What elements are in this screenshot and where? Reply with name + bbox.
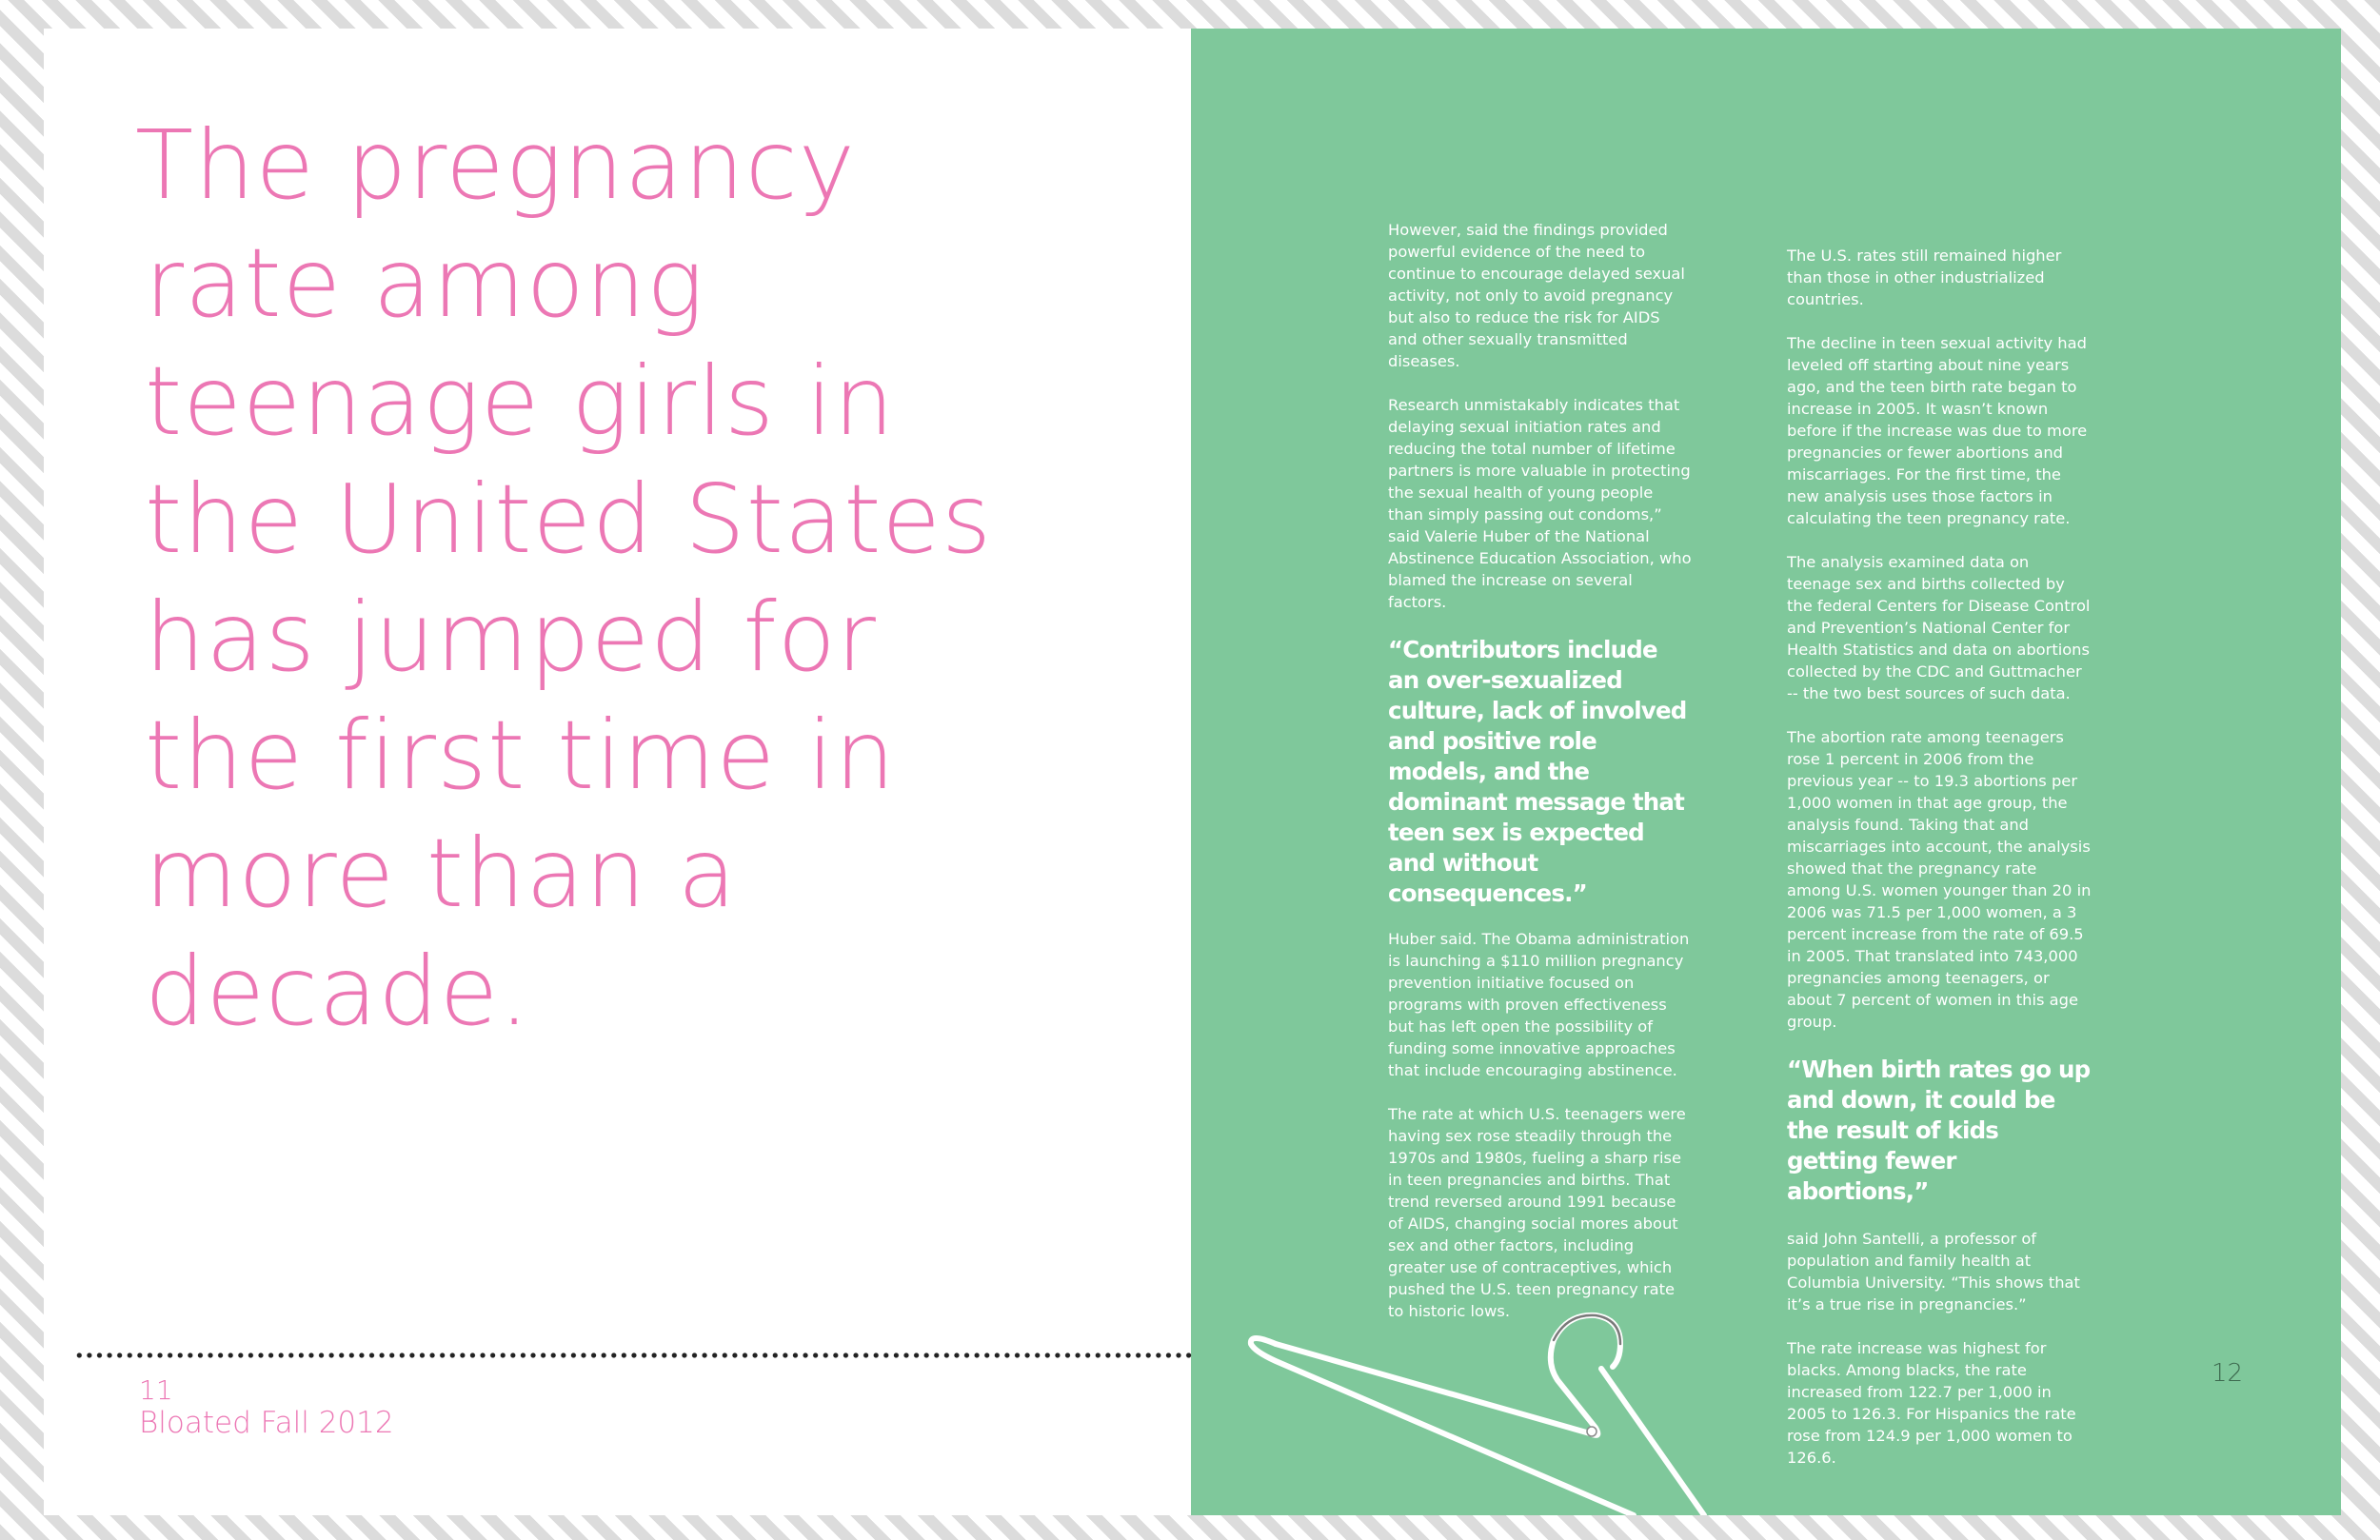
headline-line: rate among <box>145 227 705 339</box>
paragraph: The analysis examined data on teenage sex and births collected by the federal Centers for Disease Control and Prevention’s National Center for Health Statistics and data on abortions collected by the CDC and Guttmacher -- the two best sources of such data. <box>1787 553 2091 702</box>
paragraph: The decline in teen sexual activity had leveled off starting about nine years ago, and the teen birth rate began to increase in 2005. It wasn’t known before if the increase was due to more pregnancies or fewer abortions and miscarriages. For the first time, the new analysis uses those factors in calculating the teen pregnancy rate. <box>1787 334 2088 527</box>
paragraph: The U.S. rates still remained higher than those in other industrialized countries. <box>1787 247 2062 308</box>
pull-quote: “When birth rates go up and down, it could be the result of kids getting fewer abortions,” <box>1787 1056 2091 1205</box>
headline-line: more than a <box>145 818 738 929</box>
paragraph: said John Santelli, a professor of population and family health at Columbia University. “This shows that it’s a true rise in pregnancies.” <box>1787 1230 2080 1313</box>
left-footer <box>139 1374 394 1439</box>
page-number-left: 11 <box>139 1374 173 1406</box>
article-column-2 <box>1787 245 2092 1491</box>
page-number-right: 12 <box>2211 1359 2244 1388</box>
headline-line: has jumped for <box>145 582 877 693</box>
dotted-divider <box>74 1352 1193 1358</box>
article-column-1 <box>1388 219 1693 1344</box>
paragraph: The rate increase was highest for blacks. Among blacks, the rate increased from 122.7 per 1,000 in 2005 to 126.3. For Hispanics the rate rose from 124.9 per 1,000 women to 126.6. <box>1787 1339 2076 1467</box>
publication-title: Bloated Fall 2012 <box>139 1406 394 1440</box>
paragraph: However, said the findings provided powerful evidence of the need to continue to encourage delayed sexual activity, not only to avoid pregnancy but also to reduce the risk for AIDS and other sexually transmitted diseases. <box>1388 221 1685 370</box>
hanger-illustration <box>1228 1256 1742 1515</box>
headline-line: The pregnancy <box>135 109 856 221</box>
paragraph: Huber said. The Obama administration is launching a $110 million pregnancy prevention initiative focused on programs with proven effectiveness but has left open the possibility of funding some innovative approaches that include encouraging abstinence. <box>1388 930 1690 1079</box>
headline <box>135 107 993 1051</box>
headline-line: the United States <box>145 464 993 575</box>
pull-quote: “Contributors include an over-sexualized culture, lack of involved and positive role models, and the dominant message that teen sex is expected and without consequences.” <box>1388 636 1687 907</box>
headline-line: teenage girls in <box>145 346 895 457</box>
paragraph: Research unmistakably indicates that delaying sexual initiation rates and reducing the total number of lifetime partners is more valuable in protecting the sexual health of young people than simply passing out condoms,” said Valerie Huber of the National Abstinence Education Association, who blamed the increase on several factors. <box>1388 396 1692 611</box>
headline-line: decade. <box>145 936 531 1047</box>
paragraph: The abortion rate among teenagers rose 1 percent in 2006 from the previous year -- to 19.3 abortions per 1,000 women in that age group, the analysis found. Taking that and miscarriages into account, the analysis showed that the pregnancy rate among U.S. women younger than 20 in 2006 was 71.5 per 1,000 women, a 3 percent increase from the rate of 69.5 in 2005. That translated into 743,000 pregnancies among teenagers, or about 7 percent of women in this age group. <box>1787 728 2092 1031</box>
paragraph: The rate at which U.S. teenagers were having sex rose steadily through the 1970s and 1980s, fueling a sharp rise in teen pregnancies and births. That trend reversed around 1991 because of AIDS, changing social mores about sex and other factors, including greater use of contraceptives, which pushed the U.S. teen pregnancy rate to historic lows. <box>1388 1105 1686 1320</box>
headline-line: the first time in <box>145 700 896 811</box>
